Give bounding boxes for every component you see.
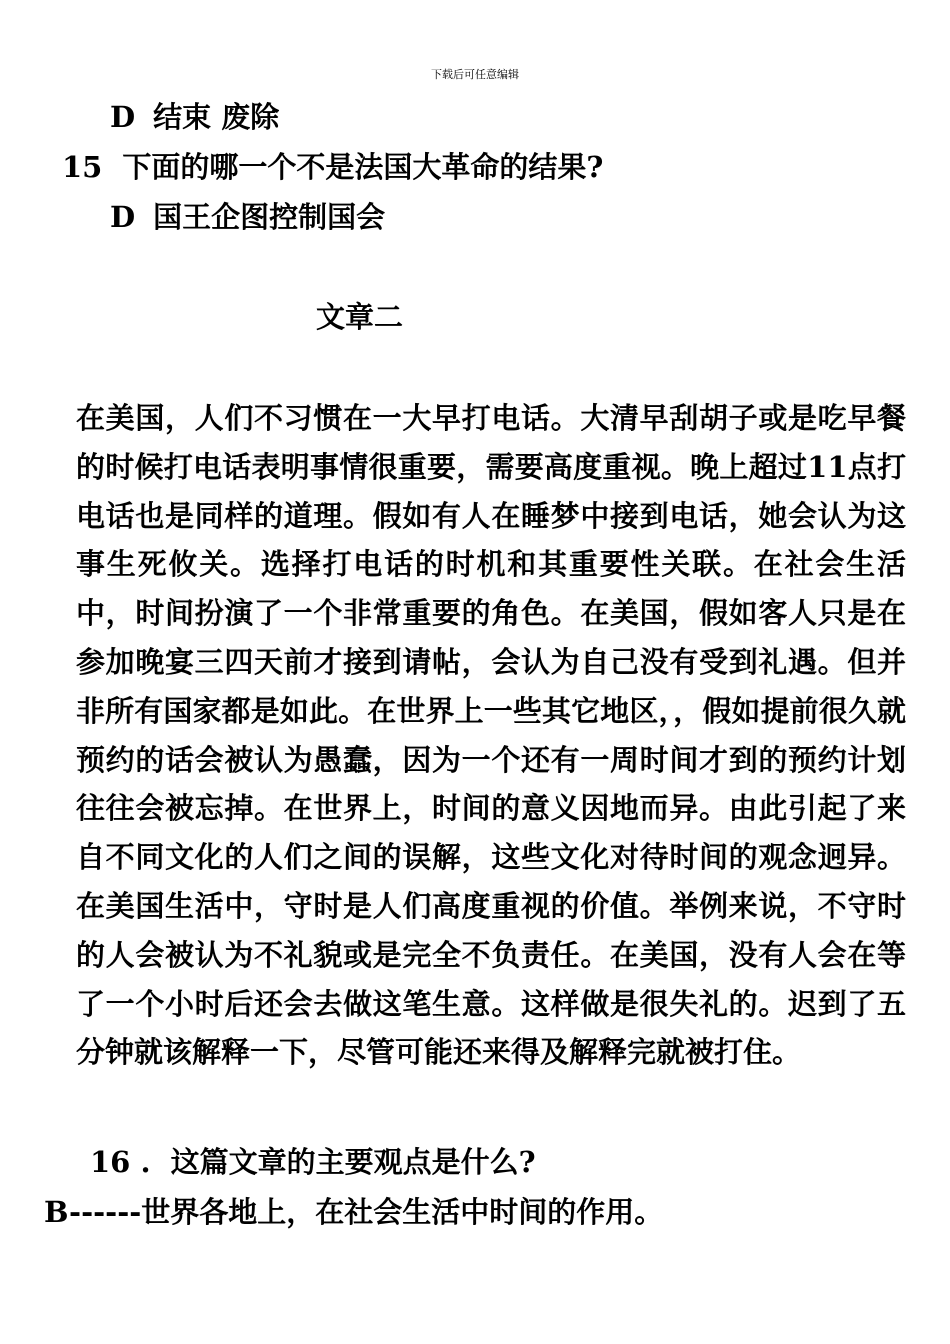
question-number: 15 [62, 150, 103, 184]
article-title: 文章二 [316, 300, 404, 334]
question-text: 下面的哪一个不是法国大革命的结果? [122, 150, 604, 184]
question-16 [90, 1146, 536, 1178]
article-body: 在美国，人们不习惯在一大早打电话。大清早刮胡子或是吃早餐的时候打电话表明事情很重要，需要高度重视。晚上超过11点打电话也是同样的道理。假如有人在睡梦中接到电话，她会认为这事生死攸关。选择打电话的时机和其重要性关联。在社会生活中，时间扮演了一个非常重要的角色。在美国，假如客人只是在参加晚宴三四天前才接到请帖，会认为自己没有受到礼遇。但并非所有国家都是如此。在世界上一些其它地区，，假如提前很久就预约的话会被认为愚蠢，因为一个还有一周时间才到的预约计划往往会被忘掉。在世界上，时间的意义因地而异。由此引起了来自不同文化的人们之间的误解，这些文化对待时间的观念迥异。在美国生活中，守时是人们高度重视的价值。举例来说，不守时的人会被认为不礼貌或是完全不负责任。在美国，没有人会在等了一个小时后还会去做这笔生意。这样做是很失礼的。迟到了五分钟就该解释一下，尽管可能还来得及解释完就被打住。 [76, 401, 906, 1070]
question-16-answer: B------世界各地上，在社会生活中时间的作用。 [44, 1195, 664, 1229]
option-text: 结束 废除 [153, 100, 280, 134]
q15-option-d [110, 201, 385, 233]
option-letter: D [110, 100, 136, 134]
page-header-note: 下载后可任意编辑 [431, 68, 519, 81]
option-letter: D [110, 200, 136, 234]
question-text: 这篇文章的主要观点是什么? [170, 1145, 536, 1179]
question-number: 16 . [90, 1145, 151, 1179]
question-15 [62, 151, 603, 183]
q14-option-d [110, 101, 279, 133]
option-text: 国王企图控制国会 [153, 200, 386, 234]
